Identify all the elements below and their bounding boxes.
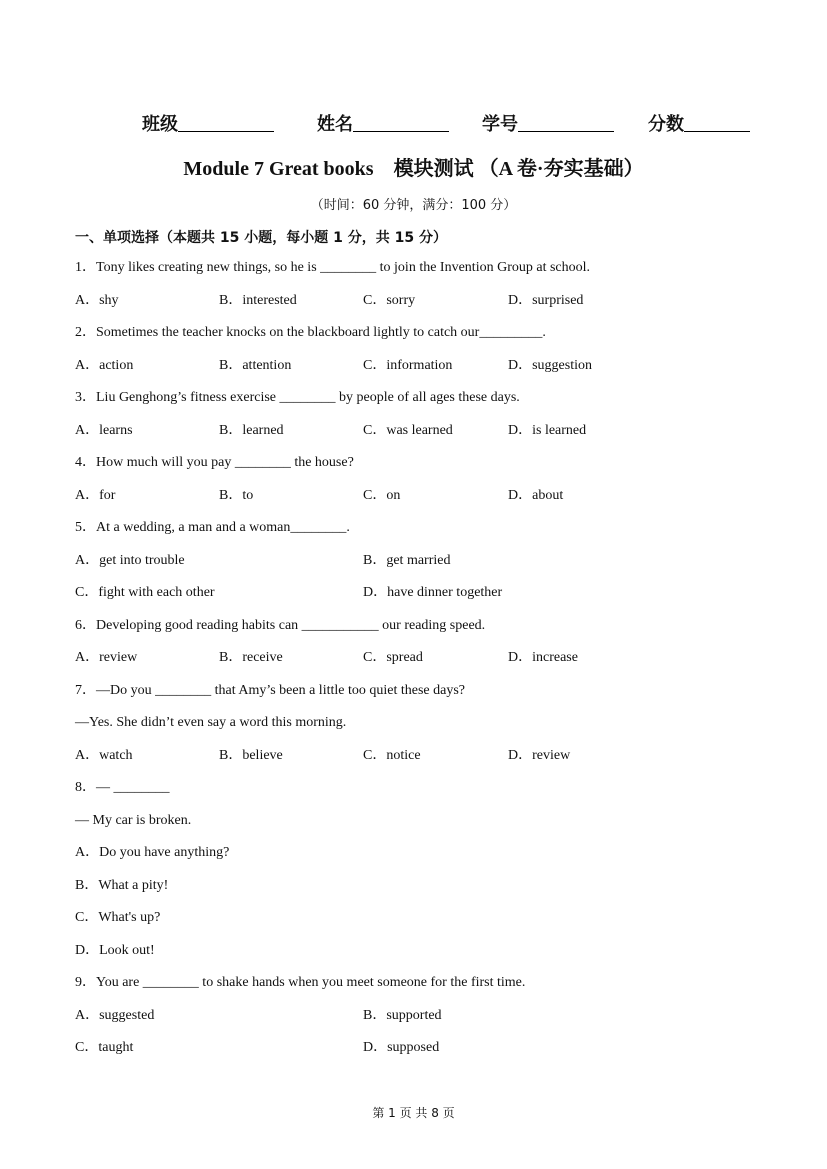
option-d[interactable]: D．suggestion xyxy=(508,358,592,373)
question-dialogue-reply: —Yes. She didn’t even say a word this morning. xyxy=(75,715,347,730)
option-a[interactable]: A．watch xyxy=(75,748,133,763)
option-c[interactable]: C．sorry xyxy=(363,293,416,308)
option-c[interactable]: C．was learned xyxy=(363,423,453,438)
name-blank[interactable] xyxy=(353,113,449,132)
option-b[interactable]: B．attention xyxy=(219,358,292,373)
option-c[interactable]: C．notice xyxy=(363,748,421,763)
option-b[interactable]: B．to xyxy=(219,488,254,503)
option-a[interactable]: A．Do you have anything? xyxy=(75,845,230,860)
question-stem: 6．Developing good reading habits can ___________ our reading speed. xyxy=(75,618,486,633)
question-stem: 4．How much will you pay ________ the house? xyxy=(75,455,354,470)
question-stem: 2．Sometimes the teacher knocks on the blackboard lightly to catch our_________. xyxy=(75,325,546,340)
name-label: 姓名 xyxy=(317,114,353,135)
option-a[interactable]: A．for xyxy=(75,488,116,503)
option-b[interactable]: B．supported xyxy=(363,1008,442,1023)
option-d[interactable]: D．review xyxy=(508,748,571,763)
name-field xyxy=(317,110,449,136)
option-c[interactable]: C．information xyxy=(363,358,453,373)
score-label: 分数 xyxy=(648,114,684,135)
option-b[interactable]: B．receive xyxy=(219,650,283,665)
option-a[interactable]: A．review xyxy=(75,650,138,665)
option-d[interactable]: D．have dinner together xyxy=(363,585,503,600)
option-b[interactable]: B．What a pity! xyxy=(75,878,169,893)
student-no-label: 学号 xyxy=(482,114,518,135)
option-d[interactable]: D．surprised xyxy=(508,293,584,308)
option-b[interactable]: B．get married xyxy=(363,553,451,568)
question-stem: 7．—Do you ________ that Amy’s been a little too quiet these days? xyxy=(75,683,465,698)
option-d[interactable]: D．about xyxy=(508,488,564,503)
question-stem: 1．Tony likes creating new things, so he is ________ to join the Invention Group at school. xyxy=(75,260,591,275)
option-d[interactable]: D．is learned xyxy=(508,423,587,438)
class-label: 班级 xyxy=(142,114,178,135)
student-no-field xyxy=(482,110,614,136)
score-blank[interactable] xyxy=(684,113,750,132)
section-heading: 一、单项选择（本题共 15 小题，每小题 1 分，共 15 分） xyxy=(75,230,447,246)
class-blank[interactable] xyxy=(178,113,274,132)
question-stem: 8．— ________ xyxy=(75,780,170,795)
option-a[interactable]: A．action xyxy=(75,358,134,373)
option-c[interactable]: C．on xyxy=(363,488,401,503)
option-d[interactable]: D．supposed xyxy=(363,1040,440,1055)
page-subtitle: （时间：60 分钟，满分：100 分） xyxy=(310,198,517,213)
option-a[interactable]: A．suggested xyxy=(75,1008,155,1023)
option-a[interactable]: A．shy xyxy=(75,293,119,308)
option-a[interactable]: A．get into trouble xyxy=(75,553,185,568)
option-c[interactable]: C．fight with each other xyxy=(75,585,215,600)
option-b[interactable]: B．learned xyxy=(219,423,284,438)
class-field xyxy=(142,110,274,136)
option-a[interactable]: A．learns xyxy=(75,423,133,438)
page-footer: 第 1 页 共 8 页 xyxy=(372,1106,455,1120)
page-title: Module 7 Great books 模块测试 （A 卷·夯实基础） xyxy=(183,158,644,180)
student-info-row xyxy=(0,110,827,138)
option-c[interactable]: C．taught xyxy=(75,1040,134,1055)
question-dialogue-reply: — My car is broken. xyxy=(75,813,192,828)
option-d[interactable]: D．increase xyxy=(508,650,578,665)
option-c[interactable]: C．What's up? xyxy=(75,910,161,925)
question-stem: 9．You are ________ to shake hands when you meet someone for the first time. xyxy=(75,975,526,990)
student-no-blank[interactable] xyxy=(518,113,614,132)
question-stem: 3．Liu Genghong’s fitness exercise ________ by people of all ages these days. xyxy=(75,390,520,405)
option-c[interactable]: C．spread xyxy=(363,650,423,665)
option-b[interactable]: B．believe xyxy=(219,748,283,763)
question-stem: 5．At a wedding, a man and a woman________. xyxy=(75,520,350,535)
score-field xyxy=(648,110,750,136)
option-d[interactable]: D．Look out! xyxy=(75,943,155,958)
option-b[interactable]: B．interested xyxy=(219,293,297,308)
